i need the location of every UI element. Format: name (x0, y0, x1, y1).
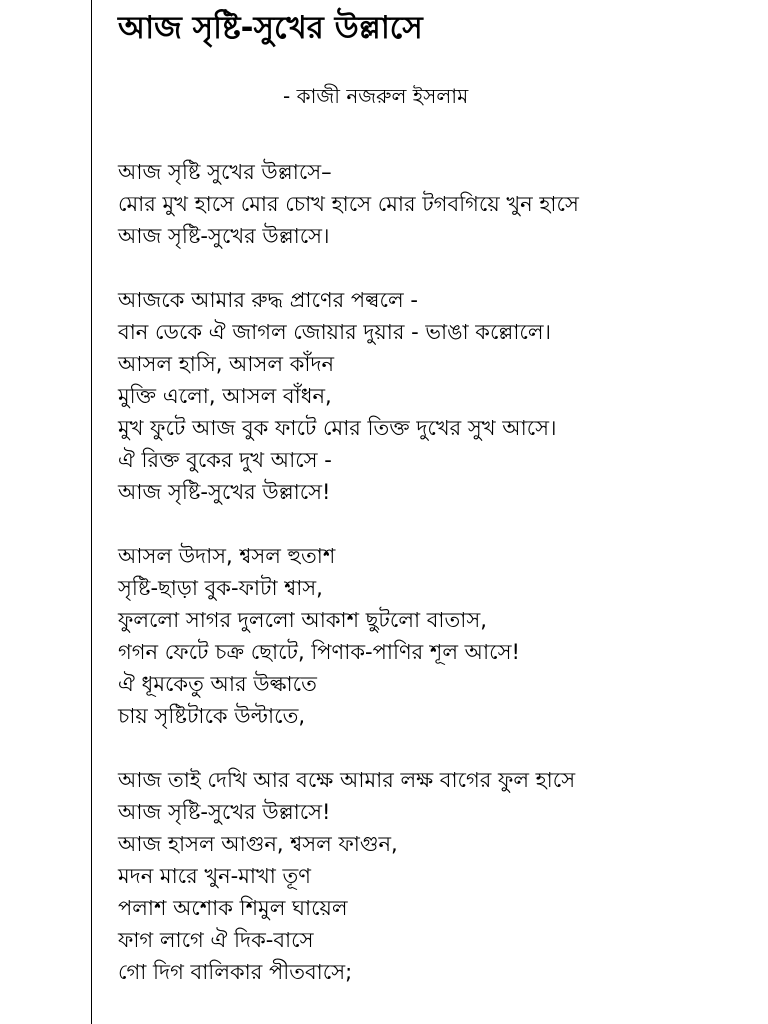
poem-line: সৃষ্টি-ছাড়া বুক-ফাটা শ্বাস, (118, 576, 323, 600)
stanza-2 (118, 284, 758, 508)
stanza-1 (118, 156, 758, 252)
poem-line: আজ হাসল আগুন, শ্বসল ফাগুন, (118, 832, 398, 856)
poem-line: আজ সৃষ্টি সুখের উল্লাসে– (118, 160, 332, 184)
poem-line: মুখ ফুটে আজ বুক ফাটে মোর তিক্ত দুখের সুখ আসে। (118, 416, 557, 440)
poem-line: আজ সৃষ্টি-সুখের উল্লাসে! (118, 800, 331, 824)
poem-line: ফাগ লাগে ঐ দিক-বাসে (118, 928, 314, 952)
poem-line: আজ সৃষ্টি-সুখের উল্লাসে। (118, 224, 330, 248)
poem-line: ফুললো সাগর দুললো আকাশ ছুটলো বাতাস, (118, 608, 487, 632)
poem-line: বান ডেকে ঐ জাগল জোয়ার দুয়ার - ভাঙা কল্লোলে। (118, 320, 551, 344)
poem-line: মদন মারে খুন-মাখা তূণ (118, 864, 311, 888)
stanza-4 (118, 764, 758, 988)
poem-line: মোর মুখ হাসে মোর চোখ হাসে মোর টগবগিয়ে খুন হাসে (118, 192, 579, 216)
poem-line: আজকে আমার রুদ্ধ প্রাণের পল্বলে - (118, 288, 418, 312)
poem-line: গগন ফেটে চক্র ছোটে, পিণাক-পাণির শূল আসে! (118, 640, 520, 664)
poem-line: ঐ রিক্ত বুকের দুখ আসে - (118, 448, 332, 472)
poem-line: চায় সৃষ্টিটাকে উল্টাতে, (118, 704, 306, 728)
poem-line: পলাশ অশোক শিমুল ঘায়েল (118, 896, 348, 920)
stanza-3 (118, 540, 758, 732)
poem-line: মুক্তি এলো, আসল বাঁধন, (118, 384, 332, 408)
poem-title: আজ সৃষ্টি-সুখের উল্লাসে (118, 10, 423, 46)
margin-line (91, 0, 92, 1024)
poem-line: আজ তাই দেখি আর বক্ষে আমার লক্ষ বাগের ফুল হাসে (118, 768, 576, 792)
poem-line: আসল উদাস, শ্বসল হুতাশ (118, 544, 336, 568)
poem-line: ঐ ধূমকেতু আর উল্কাতে (118, 672, 317, 696)
poem-author: - কাজী নজরুল ইসলাম (283, 84, 469, 108)
poem-line: আসল হাসি, আসল কাঁদন (118, 352, 335, 376)
poem-line: গো দিগ বালিকার পীতবাসে; (118, 960, 353, 984)
poem-body (118, 156, 758, 1020)
poem-line: আজ সৃষ্টি-সুখের উল্লাসে! (118, 480, 331, 504)
